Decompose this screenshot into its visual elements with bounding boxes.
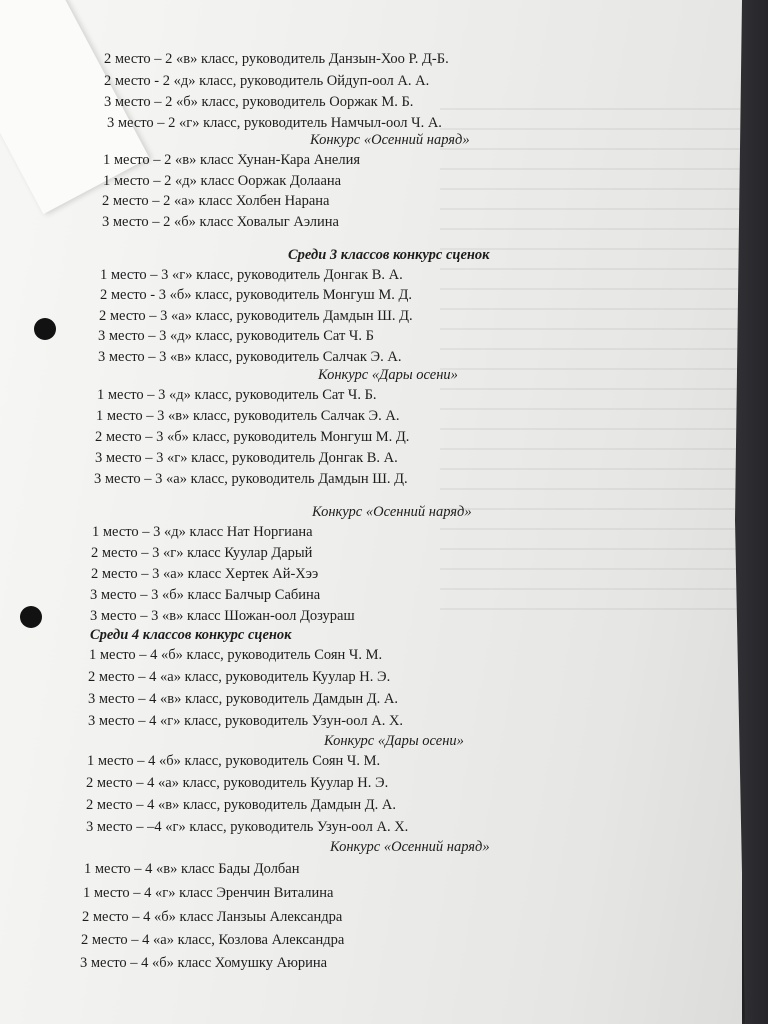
contest-heading: Конкурс «Дары осени»: [318, 367, 458, 383]
result-line: 3 место – 2 «г» класс, руководитель Намчыл-оол Ч. А.: [107, 115, 442, 131]
punch-hole: [34, 318, 56, 340]
contest-heading: Конкурс «Осенний наряд»: [310, 132, 470, 148]
result-line: 2 место - 2 «д» класс, руководитель Ойдуп-оол А. А.: [104, 73, 430, 89]
contest-heading: Конкурс «Осенний наряд»: [330, 839, 490, 855]
result-line: 3 место – 3 «д» класс, руководитель Сат Ч. Б: [98, 328, 374, 344]
result-line: 2 место – 3 «а» класс, руководитель Дамдын Ш. Д.: [99, 308, 413, 324]
result-line: 2 место – 3 «б» класс, руководитель Монгуш М. Д.: [95, 429, 410, 445]
result-line: 1 место – 3 «в» класс, руководитель Салчак Э. А.: [96, 408, 400, 424]
result-line: 3 место – 3 «в» класс, руководитель Салчак Э. А.: [98, 349, 402, 365]
result-line: 3 место – –4 «г» класс, руководитель Узун-оол А. Х.: [86, 819, 409, 835]
result-line: 1 место – 2 «в» класс Хунан-Кара Анелия: [103, 152, 361, 168]
result-line: 2 место – 4 «в» класс, руководитель Дамдын Д. А.: [86, 797, 396, 813]
bleed-through-text: [440, 90, 740, 610]
contest-heading: Конкурс «Осенний наряд»: [312, 504, 472, 520]
contest-heading: Конкурс «Дары осени»: [324, 733, 464, 749]
section-heading: Среди 4 классов конкурс сценок: [90, 627, 292, 643]
result-line: 2 место – 2 «а» класс Холбен Нарана: [102, 193, 330, 209]
result-line: 3 место – 3 «а» класс, руководитель Дамдын Ш. Д.: [94, 471, 408, 487]
result-line: 3 место – 3 «б» класс Балчыр Сабина: [90, 587, 321, 603]
result-line: 3 место – 4 «б» класс Хомушку Аюрина: [80, 955, 328, 971]
result-line: 3 место – 4 «в» класс, руководитель Дамдын Д. А.: [88, 691, 398, 707]
result-line: 3 место – 2 «б» класс, руководитель Ооржак М. Б.: [104, 94, 414, 110]
section-heading: Среди 3 классов конкурс сценок: [288, 247, 490, 263]
result-line: 2 место – 4 «а» класс, руководитель Куулар Н. Э.: [88, 669, 391, 685]
result-line: 1 место – 3 «д» класс, руководитель Сат Ч. Б.: [97, 387, 377, 403]
result-line: 2 место – 2 «в» класс, руководитель Данзын-Хоо Р. Д-Б.: [104, 51, 449, 67]
result-line: 2 место – 3 «а» класс Хертек Ай-Хээ: [91, 566, 319, 582]
result-line: 1 место – 2 «д» класс Ооржак Долаана: [103, 173, 342, 189]
result-line: 1 место – 3 «г» класс, руководитель Донгак В. А.: [100, 267, 403, 283]
result-line: 1 место – 4 «в» класс Бады Долбан: [84, 861, 300, 877]
result-line: 2 место – 4 «б» класс Ланзыы Александра: [82, 909, 343, 925]
result-line: 2 место – 4 «а» класс, Козлова Александра: [81, 932, 345, 948]
result-line: 1 место – 4 «б» класс, руководитель Соян Ч. М.: [87, 753, 381, 769]
punch-hole: [20, 606, 42, 628]
result-line: 1 место – 4 «г» класс Эренчин Виталина: [83, 885, 334, 901]
result-line: 3 место – 3 «г» класс, руководитель Донгак В. А.: [95, 450, 398, 466]
result-line: 3 место – 4 «г» класс, руководитель Узун-оол А. Х.: [88, 713, 404, 729]
result-line: 2 место – 3 «г» класс Куулар Дарый: [91, 545, 313, 561]
result-line: 3 место – 2 «б» класс Ховалыг Аэлина: [102, 214, 339, 230]
result-line: 1 место – 3 «д» класс Нат Норгиана: [92, 524, 313, 540]
result-line: 1 место – 4 «б» класс, руководитель Соян Ч. М.: [89, 647, 383, 663]
result-line: 3 место – 3 «в» класс Шожан-оол Дозураш: [90, 608, 355, 624]
result-line: 2 место - 3 «б» класс, руководитель Монгуш М. Д.: [100, 287, 412, 303]
result-line: 2 место – 4 «а» класс, руководитель Куулар Н. Э.: [86, 775, 389, 791]
